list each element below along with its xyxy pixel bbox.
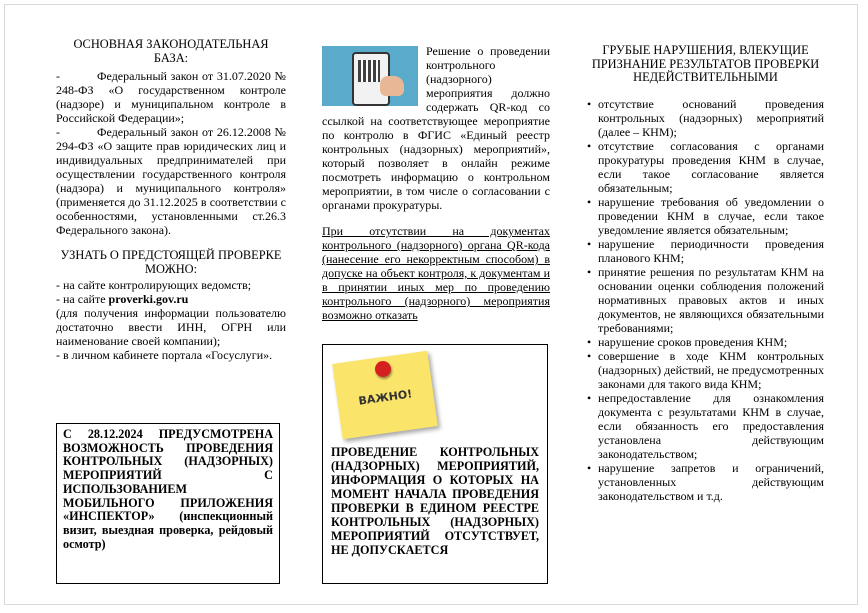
violation-item: • нарушение периодичности проведения планового КНМ; bbox=[598, 237, 824, 265]
violation-item: • принятие решения по результатам КНМ на основании оценки соблюдения положений нормативных правовых актов и иных документов, не являющихся обязательными требованиями; bbox=[598, 265, 824, 335]
qr-paragraph bbox=[322, 44, 550, 212]
source-item-proverki bbox=[56, 292, 286, 306]
column-legal-basis bbox=[56, 38, 286, 362]
hand-icon bbox=[380, 76, 404, 96]
legal-basis-heading: ОСНОВНАЯ ЗАКОНОДАТЕЛЬНАЯ БАЗА: bbox=[73, 37, 269, 65]
violation-item: • отсутствие согласования с органами прокуратуры проведения КНМ в случае, если такое согласование является обязательным; bbox=[598, 139, 824, 195]
law-294-fz: - Федеральный закон от 26.12.2008 № 294-ФЗ «О защите прав юридических лиц и индивидуальных предпринимателей при осуществлении государственного контроля (надзора) и муниципального контроля» (применяется до 31.12.2025 в соответствии с особенностями, установленными ст.26.3 Федерального закона). bbox=[56, 125, 286, 238]
inspector-app-box: С 28.12.2024 ПРЕДУСМОТРЕНА ВОЗМОЖНОСТЬ ПРОВЕДЕНИЯ КОНТРОЛЬНЫХ (НАДЗОРНЫХ) МЕРОПРИЯТИЙ С ИСПОЛЬЗОВАНИЕМ МОБИЛЬНОГО ПРИЛОЖЕНИЯ «ИНСПЕКТОР» (инспекционный визит, выездная проверка, рейдовый осмотр) bbox=[56, 423, 280, 584]
inspection-info-heading: УЗНАТЬ О ПРЕДСТОЯЩЕЙ ПРОВЕРКЕ МОЖНО: bbox=[60, 248, 282, 276]
violation-item: • совершение в ходе КНМ контрольных (надзорных) действий, не предусмотренных законами для такого вида КНМ; bbox=[598, 349, 824, 391]
violation-item: • нарушение запретов и ограничений, установленных действующим законодательством и т.д. bbox=[598, 461, 824, 503]
violation-item: • нарушение требования об уведомлении о проведении КНМ в случае, если такое уведомление является обязательным; bbox=[598, 195, 824, 237]
source-item-proverki-prefix: - на сайте bbox=[56, 292, 109, 307]
qr-code-icon bbox=[358, 60, 380, 82]
source-item-proverki-note: (для получения информации пользователю достаточно ввести ИНН, ОГРН или наименование своей компании); bbox=[56, 306, 286, 349]
proverki-link[interactable]: proverki.gov.ru bbox=[108, 292, 189, 307]
column-qr-code bbox=[322, 44, 550, 322]
violation-item: • отсутствие оснований проведения контрольных (надзорных) мероприятий (далее – КНМ); bbox=[598, 97, 824, 139]
qr-scan-illustration bbox=[322, 46, 418, 106]
important-box bbox=[322, 344, 548, 584]
important-label: ВАЖНО! bbox=[357, 387, 413, 408]
important-text: ПРОВЕДЕНИЕ КОНТРОЛЬНЫХ (НАДЗОРНЫХ) МЕРОПРИЯТИЙ, ИНФОРМАЦИЯ О КОТОРЫХ НА МОМЕНТ НАЧАЛА ПРОВЕДЕНИЯ ПРОВЕРКИ В ЕДИНОМ РЕЕСТРЕ КОНТРОЛЬНЫХ (НАДЗОРНЫХ) МЕРОПРИЯТИЙ ОТСУТСТВУЕТ, НЕ ДОПУСКАЕТСЯ bbox=[331, 445, 539, 557]
violations-list bbox=[587, 97, 824, 503]
source-item-agency-sites: - на сайте контролирующих ведомств; bbox=[56, 278, 252, 293]
law-248-fz: - Федеральный закон от 31.07.2020 № 248-ФЗ «О государственном контроле (надзоре) и муниципальном контроле в Российской Федерации»; bbox=[56, 69, 286, 126]
source-item-gosuslugi: - в личном кабинете портала «Госуслуги». bbox=[56, 348, 273, 363]
qr-paragraph-text: Решение о проведении контрольного (надзорного) мероприятия должно содержать QR-код со ссылкой на соответствующее мероприятие по контролю в ФГИС «Единый реестр контрольных (надзорных) мероприятий», который позволяет в онлайн режиме посмотреть информацию о контрольном мероприятии, в том числе о согласовании с органами прокуратуры. bbox=[322, 44, 550, 212]
qr-absence-paragraph: При отсутствии на документах контрольного (надзорного) органа QR-кода (нанесение его некорректным способом) в допуске на объект контроля, к документам и в принятии иных мер по проведению контрольного (надзорного) мероприятия возможно отказать bbox=[322, 224, 550, 322]
violation-item: • непредоставление для ознакомления документа с результатами КНМ в случае, если обязанность его предоставления установлена действующим законодательством; bbox=[598, 391, 824, 461]
violation-item: • нарушение сроков проведения КНМ; bbox=[598, 335, 824, 349]
pushpin-icon bbox=[375, 361, 391, 377]
column-violations bbox=[587, 44, 824, 503]
violations-heading: ГРУБЫЕ НАРУШЕНИЯ, ВЛЕКУЩИЕ ПРИЗНАНИЕ РЕЗУЛЬТАТОВ ПРОВЕРКИ НЕДЕЙСТВИТЕЛЬНЫМИ bbox=[591, 43, 820, 85]
